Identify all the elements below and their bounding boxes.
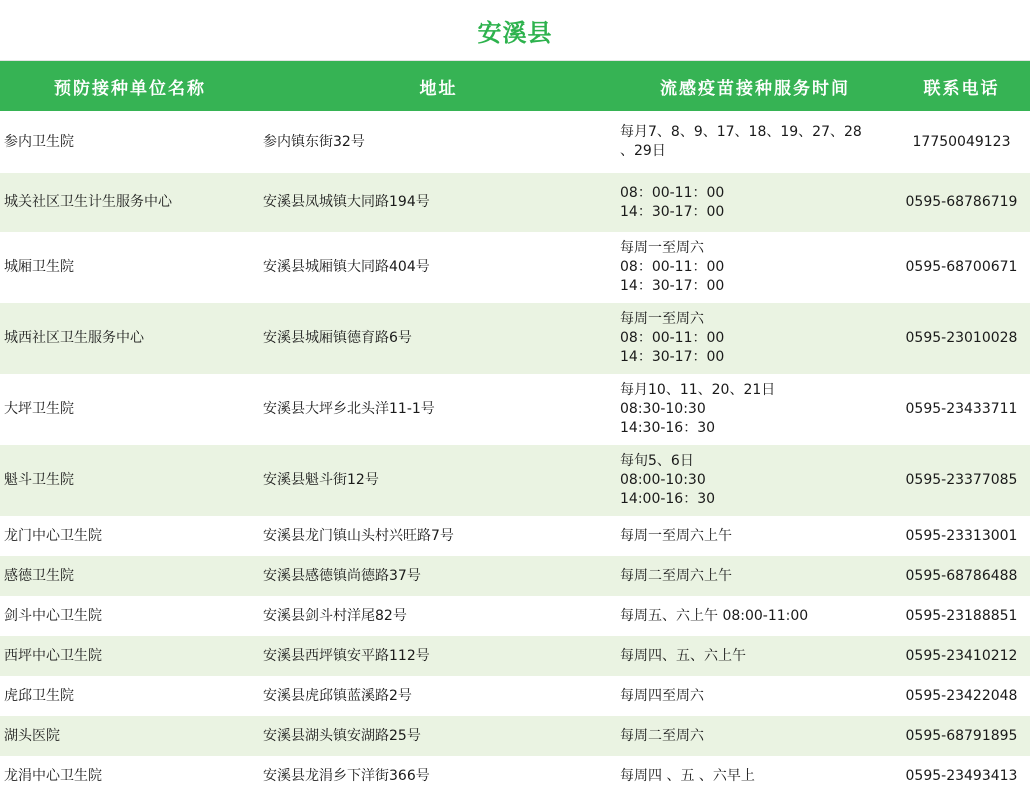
time-line: 14：30-17：00 <box>620 349 725 365</box>
service-time <box>617 636 893 676</box>
time-line: 每周四 、五 、六早上 <box>620 767 755 784</box>
table-row <box>0 303 1030 374</box>
time-line: 每周二至周六上午 <box>620 567 732 584</box>
service-time <box>617 716 893 756</box>
unit-name: 感德卫生院 <box>4 567 74 584</box>
phone-number: 17750049123 <box>912 133 1011 150</box>
time-line: 每周一至周六上午 <box>620 527 732 544</box>
phone-number: 0595-23188851 <box>905 607 1018 624</box>
unit-name: 魁斗卫生院 <box>4 472 74 488</box>
table-body <box>0 111 1030 796</box>
time-line: 08：00-11：00 <box>620 259 725 275</box>
phone-number: 0595-68791895 <box>905 727 1018 744</box>
table-header <box>0 61 1030 111</box>
unit-address: 安溪县凤城镇大同路194号 <box>263 194 430 210</box>
service-time <box>617 303 893 374</box>
unit-address: 安溪县剑斗村洋尾82号 <box>263 607 407 624</box>
unit-name: 湖头医院 <box>4 727 60 744</box>
time-line: 、29日 <box>620 143 666 159</box>
unit-address: 参内镇东街32号 <box>263 133 365 150</box>
time-line: 每周五、六上午 08:00-11:00 <box>620 607 809 624</box>
service-time <box>617 173 893 232</box>
table-row <box>0 516 1030 556</box>
time-line: 14:30-16：30 <box>620 420 716 436</box>
phone-number: 0595-23377085 <box>905 472 1018 488</box>
service-time <box>617 516 893 556</box>
unit-name: 大坪卫生院 <box>4 401 74 417</box>
time-line: 每周二至周六 <box>620 727 704 744</box>
unit-address: 安溪县龙涓乡下洋街366号 <box>263 767 430 784</box>
time-line: 14：30-17：00 <box>620 203 725 220</box>
table-row <box>0 596 1030 636</box>
time-line: 08:30-10:30 <box>620 401 706 417</box>
table-row <box>0 445 1030 516</box>
phone-number: 0595-23433711 <box>905 401 1018 417</box>
table-row <box>0 716 1030 756</box>
service-time <box>617 756 893 796</box>
header-phone: 联系电话 <box>923 78 1000 99</box>
time-line: 每周四至周六 <box>620 687 704 704</box>
phone-number: 0595-68700671 <box>905 259 1018 275</box>
header-name: 预防接种单位名称 <box>54 78 206 99</box>
service-time <box>617 445 893 516</box>
table-row <box>0 756 1030 796</box>
time-line: 每旬5、6日 <box>620 453 694 469</box>
table-row <box>0 676 1030 716</box>
unit-name: 西坪中心卫生院 <box>4 647 102 664</box>
table-row <box>0 173 1030 232</box>
unit-name: 虎邱卫生院 <box>4 687 74 704</box>
unit-address: 安溪县西坪镇安平路112号 <box>263 647 430 664</box>
unit-address: 安溪县感德镇尚德路37号 <box>263 567 421 584</box>
time-line: 每周四、五、六上午 <box>620 647 746 664</box>
title-bar <box>0 0 1030 61</box>
phone-number: 0595-23493413 <box>905 767 1018 784</box>
phone-number: 0595-68786719 <box>905 194 1018 210</box>
time-line: 每周一至周六 <box>620 311 704 327</box>
service-time <box>617 676 893 716</box>
header-address: 地址 <box>419 78 458 99</box>
unit-name: 龙门中心卫生院 <box>4 527 102 544</box>
table-row <box>0 556 1030 596</box>
table-row <box>0 636 1030 676</box>
unit-address: 安溪县魁斗街12号 <box>263 472 379 488</box>
time-line: 每月10、11、20、21日 <box>620 382 776 398</box>
unit-address: 安溪县虎邱镇蓝溪路2号 <box>263 687 412 704</box>
time-line: 每月7、8、9、17、18、19、27、28 <box>620 124 862 140</box>
time-line: 每周一至周六 <box>620 240 704 256</box>
table-row <box>0 374 1030 445</box>
phone-number: 0595-23313001 <box>905 527 1018 544</box>
unit-name: 龙涓中心卫生院 <box>4 767 102 784</box>
unit-name: 城厢卫生院 <box>4 259 74 275</box>
phone-number: 0595-68786488 <box>905 567 1018 584</box>
time-line: 14:00-16：30 <box>620 491 716 507</box>
unit-name: 城关社区卫生计生服务中心 <box>4 194 172 210</box>
unit-name: 剑斗中心卫生院 <box>4 607 102 624</box>
unit-address: 安溪县大坪乡北头洋11-1号 <box>263 401 435 417</box>
phone-number: 0595-23422048 <box>905 687 1018 704</box>
table-row <box>0 111 1030 173</box>
unit-address: 安溪县湖头镇安湖路25号 <box>263 727 421 744</box>
unit-name: 城西社区卫生服务中心 <box>4 330 144 346</box>
service-time <box>617 596 893 636</box>
unit-name: 参内卫生院 <box>4 133 74 150</box>
time-line: 08:00-10:30 <box>620 472 706 488</box>
service-time <box>617 556 893 596</box>
time-line: 08：00-11：00 <box>620 184 725 201</box>
unit-address: 安溪县城厢镇大同路404号 <box>263 259 430 275</box>
time-line: 14：30-17：00 <box>620 278 725 294</box>
service-time <box>617 374 893 445</box>
unit-address: 安溪县城厢镇德育路6号 <box>263 330 412 346</box>
service-time <box>617 232 893 303</box>
page-title: 安溪县 <box>477 17 553 47</box>
table-row <box>0 232 1030 303</box>
header-time: 流感疫苗接种服务时间 <box>660 78 850 99</box>
unit-address: 安溪县龙门镇山头村兴旺路7号 <box>263 527 454 544</box>
phone-number: 0595-23410212 <box>905 647 1018 664</box>
phone-number: 0595-23010028 <box>905 330 1018 346</box>
time-line: 08：00-11：00 <box>620 330 725 346</box>
service-time <box>617 111 893 173</box>
